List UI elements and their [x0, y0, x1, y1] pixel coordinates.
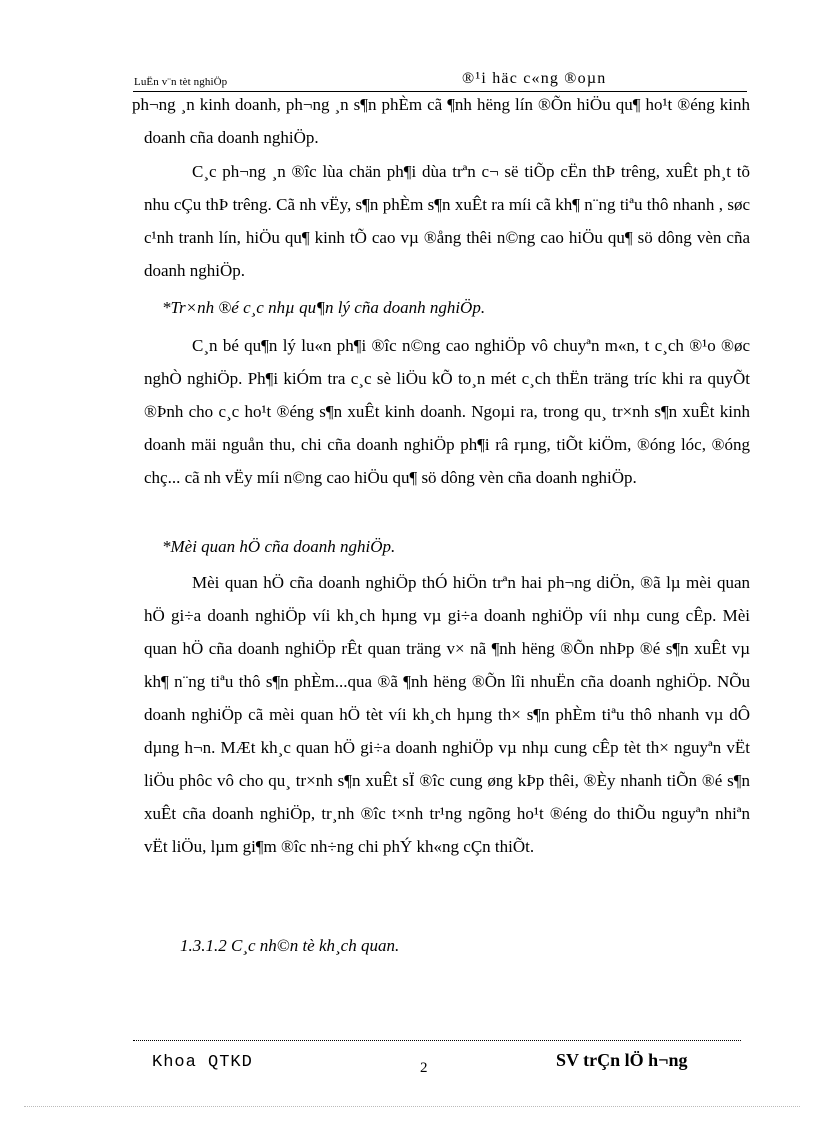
header-university-name: ®¹i häc c«ng ®oµn — [462, 70, 607, 87]
footer-student-name: SV trÇn lÖ h¬ng — [556, 1050, 688, 1070]
paragraph-management: C¸n bé qu¶n lý lu«n ph¶i ®îc n©ng cao nghiÖp vô chuyªn m«n, t c¸ch ®¹o ®øc nghÒ nghiÖp. Ph¶i kiÓm tra c¸c sè liÖu kÕ to¸n mét c¸ch thËn träng tríc khi ra quyÕt ®Þnh cho c¸c ho¹t ®éng s¶n xuÊt kinh doanh. Ngoµi ra, trong qu¸ tr×nh s¶n xuÊt kinh doanh mäi nguån thu, chi cña doanh nghiÖp ph¶i râ rµng, tiÕt kiÖm, ®óng lóc, ®óng chç... cã nh vËy míi n©ng cao hiÖu qu¶ sö dông vèn cña doanh nghiÖp. — [144, 336, 750, 487]
paragraph-relations: Mèi quan hÖ cña doanh nghiÖp thÓ hiÖn trªn hai ph¬ng diÖn, ®ã lµ mèi quan hÖ gi÷a doanh nghiÖp víi kh¸ch hµng vµ gi÷a doanh nghiÖp víi nhµ cung cÊp. Mèi quan hÖ cña doanh nghiÖp rÊt quan träng v× nã ¶nh hëng ®Õn nhÞp ®é s¶n xuÊt vµ kh¶ n¨ng tiªu thô s¶n phÈm...qua ®ã ¶nh hëng ®Õn lîi nhuËn cña doanh nghiÖp. NÕu doanh nghiÖp cã mèi quan hÖ tèt víi kh¸ch hµng th× s¶n phÈm tiªu thô nhanh vµ dÔ dµng h¬n. MÆt kh¸c quan hÖ gi÷a doanh nghiÖp vµ nhµ cung cÊp tèt th× nguyªn vËt liÖu phôc vô cho qu¸ tr×nh s¶n xuÊt sÏ ®îc cung øng kÞp thêi, ®Èy nhanh tiÕn ®é s¶n xuÊt cña doanh nghiÖp, tr¸nh ®îc t×nh tr¹ng ngõng ho¹t ®éng do thiÕu nguyªn nhiªn vËt liÖu, lµm gi¶m ®îc nh÷ng chi phÝ kh«ng cÇn thiÕt. — [144, 573, 750, 856]
header-thesis-label: LuËn v¨n tèt nghiÖp — [134, 76, 228, 88]
paragraph-continuation: ph¬ng ¸n kinh doanh, ph¬ng ¸n s¶n phÈm cã ¶nh hëng lín ®Õn hiÖu qu¶ ho¹t ®éng kinh doanh cña doanh nghiÖp. — [132, 95, 750, 147]
paragraph-options: C¸c ph¬ng ¸n ®îc lùa chän ph¶i dùa trªn c¬ së tiÕp cËn thÞ trêng, xuÊt ph¸t tõ nhu cÇu thÞ trêng. Cã nh vËy, s¶n phÈm s¶n xuÊt ra míi cã kh¶ n¨ng tiªu thô nhanh , søc c¹nh tranh lín, hiÖu qu¶ kinh tÕ cao vµ ®ång thêi n©ng cao hiÖu qu¶ sö dông vèn cña doanh nghiÖp. — [144, 162, 750, 280]
footer-faculty: Khoa QTKD — [152, 1053, 253, 1072]
subheading-relations: *Mèi quan hÖ cña doanh nghiÖp. — [162, 537, 396, 556]
footer-divider — [133, 1040, 741, 1041]
section-heading: 1.3.1.2 C¸c nh©n tè kh¸ch quan. — [180, 936, 400, 955]
page-number: 2 — [420, 1060, 428, 1076]
subheading-management: *Tr×nh ®é c¸c nhµ qu¶n lý cña doanh nghiÖp. — [162, 298, 486, 317]
page-bottom-border — [24, 1106, 800, 1107]
